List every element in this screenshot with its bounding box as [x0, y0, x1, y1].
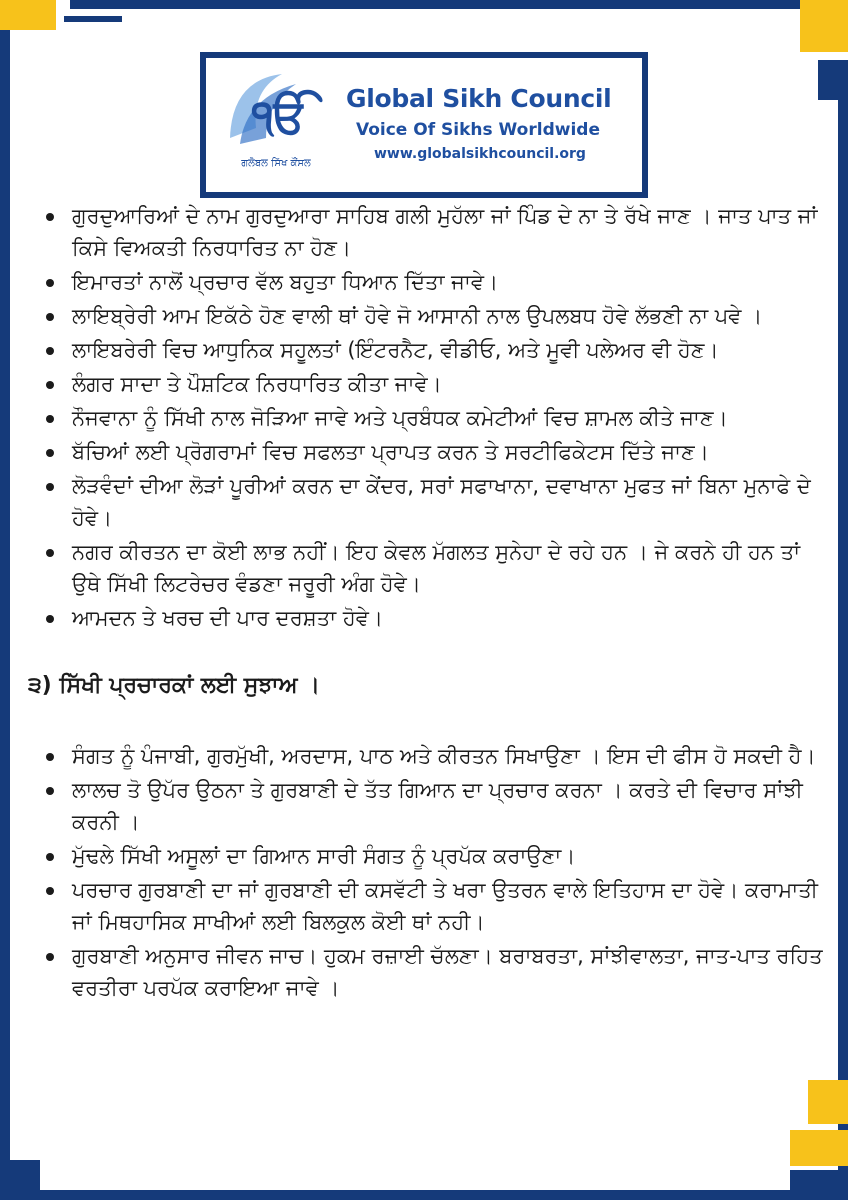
list-item-text: ਲੋੜਵੰਦਾਂ ਦੀਆ ਲੋੜਾਂ ਪੂਰੀਆਂ ਕਰਨ ਦਾ ਕੇਂਦਰ, ਸਰਾਂ ਸਫਾਖਾਨਾ, ਦਵਾਖਾਨਾ ਮੁਫਤ ਜਾਂ ਬਿਨਾ ਮੁਨਾਫੇ ਦੇ ਹੋਵੇ। [72, 474, 811, 530]
header-inner [206, 58, 642, 192]
corner-accent-top-right [800, 0, 848, 52]
list-item [28, 470, 828, 534]
corner-accent-bottom-right-1 [808, 1080, 848, 1124]
org-website-link[interactable]: www.globalsikhcouncil.org [374, 146, 586, 162]
bullet-icon [46, 853, 54, 861]
list-item-text: ਲਾਇਬ੍ਰੇਰੀ ਆਮ ਇਕੱਠੇ ਹੋਣ ਵਾਲੀ ਥਾਂ ਹੋਵੇ ਜੋ ਆਸਾਨੀ ਨਾਲ ਉਪਲਬਧ ਹੋਵੇ ਲੱਭਣੀ ਨਾ ਪਵੇ । [72, 304, 763, 328]
bullet-icon [46, 347, 54, 355]
list-item [28, 402, 828, 434]
list-item-text: ਲਾਇਬਰੇਰੀ ਵਿਚ ਆਧੁਨਿਕ ਸਹੂਲਤਾਂ (ਇੰਟਰਨੈਟ, ਵੀਡੀਓ, ਅਤੇ ਮੂਵੀ ਪਲੇਅਰ ਵੀ ਹੋਣ। [72, 338, 719, 362]
list-item [28, 266, 828, 298]
bullet-icon [46, 753, 54, 761]
list-item-text: ਸੰਗਤ ਨੂੰ ਪੰਜਾਬੀ, ਗੁਰਮੁੱਖੀ, ਅਰਦਾਸ, ਪਾਠ ਅਤੇ ਕੀਰਤਨ ਸਿਖਾਉਣਾ । ਇਸ ਦੀ ਫੀਸ ਹੋ ਸਕਦੀ ਹੈ। [72, 744, 816, 768]
list-item [28, 436, 828, 468]
list-item-text: ਮੁੱਢਲੇ ਸਿੱਖੀ ਅਸੂਲਾਂ ਦਾ ਗਿਆਨ ਸਾਰੀ ਸੰਗਤ ਨੂੰ ਪ੍ਰਪੱਕ ਕਰਾਉਣਾ। [72, 844, 576, 868]
left-border-bar [0, 0, 10, 1200]
list-item-text: ਗੁਰਦੁਆਰਿਆਂ ਦੇ ਨਾਮ ਗੁਰਦੁਆਰਾ ਸਾਹਿਬ ਗਲੀ ਮੁਹੱਲਾ ਜਾਂ ਪਿੰਡ ਦੇ ਨਾ ਤੇ ਰੱਖੇ ਜਾਣ । ਜਾਤ ਪਾਤ ਜਾਂ ਕਿਸੇ ਵਿਅਕਤੀ ਨਿਰਧਾਰਿਤ ਨਾ ਹੋਣ। [72, 204, 818, 260]
org-tagline: Voice Of Sikhs Worldwide [356, 120, 600, 140]
bullet-icon [46, 279, 54, 287]
section-heading: ੩) ਸਿੱਖੀ ਪ੍ਰਚਾਰਕਾਂ ਲਈ ਸੁਝਾਅ । [28, 673, 320, 698]
bullet-icon [46, 213, 54, 221]
list-item [28, 840, 828, 872]
bullet-icon [46, 415, 54, 423]
bottom-border-bar [0, 1190, 848, 1200]
list-item-text: ਲੰਗਰ ਸਾਦਾ ਤੇ ਪੌਸ਼ਟਿਕ ਨਿਰਧਾਰਿਤ ਕੀਤਾ ਜਾਵੇ। [72, 372, 442, 396]
preacher-suggestions-list [28, 740, 828, 1004]
bullet-icon [46, 313, 54, 321]
list-item [28, 740, 828, 772]
bullet-icon [46, 381, 54, 389]
svg-text:ੴ: ੴ [252, 89, 308, 143]
header-logo-box [200, 52, 648, 198]
document-body [28, 200, 828, 1006]
bullet-icon [46, 449, 54, 457]
logo-caption: ਗਲੋਬਲ ਸਿੱਖ ਕੌਂਸਲ [241, 158, 311, 169]
gurdwara-recommendations-list [28, 200, 828, 634]
list-item-text: ਗੁਰਬਾਣੀ ਅਨੁਸਾਰ ਜੀਵਨ ਜਾਚ। ਹੁਕਮ ਰਜ਼ਾਈ ਚੱਲਣਾ। ਬਰਾਬਰਤਾ, ਸਾਂਝੀਵਾਲਤਾ, ਜਾਤ-ਪਾਤ ਰਹਿਤ ਵਰਤੀਰਾ ਪਰਪੱਕ ਕਰਾਇਆ ਜਾਵੇ । [72, 944, 823, 1000]
list-item-text: ਨਗਰ ਕੀਰਤਨ ਦਾ ਕੋਈ ਲਾਭ ਨਹੀਂ। ਇਹ ਕੇਵਲ ਮੱਗਲਤ ਸੁਨੇਹਾ ਦੇ ਰਹੇ ਹਨ । ਜੇ ਕਰਨੇ ਹੀ ਹਨ ਤਾਂ ਉਥੇ ਸਿੱਖੀ ਲਿਟਰੇਚਰ ਵੰਡਣਾ ਜਰੂਰੀ ਅੰਗ ਹੋਵੇ। [72, 540, 801, 596]
list-item [28, 334, 828, 366]
corner-stripe-top-left [64, 16, 122, 22]
list-item-text: ਆਮਦਨ ਤੇ ਖਰਚ ਦੀ ਪਾਰ ਦਰਸ਼ਤਾ ਹੋਵੇ। [72, 606, 384, 630]
bullet-icon [46, 953, 54, 961]
list-item [28, 200, 828, 264]
list-item-text: ਬੱਚਿਆਂ ਲਈ ਪ੍ਰੋਗਰਾਮਾਂ ਵਿਚ ਸਫਲਤਾ ਪ੍ਰਾਪਤ ਕਰਨ ਤੇ ਸਰਟੀਫਿਕੇਟਸ ਦਿੱਤੇ ਜਾਣ। [72, 440, 709, 464]
list-item [28, 536, 828, 600]
bullet-icon [46, 887, 54, 895]
org-name: Global Sikh Council [346, 84, 612, 113]
right-border-bar [838, 100, 848, 1200]
corner-block-bottom-left [0, 1160, 40, 1190]
list-item [28, 368, 828, 400]
corner-accent-bottom-right-2 [790, 1130, 848, 1166]
corner-block-bottom-right [790, 1170, 848, 1190]
list-item-text: ਨੌਜਵਾਨਾ ਨੂੰ ਸਿੱਖੀ ਨਾਲ ਜੋੜਿਆ ਜਾਵੇ ਅਤੇ ਪ੍ਰਬੰਧਕ ਕਮੇਟੀਆਂ ਵਿਚ ਸ਼ਾਮਲ ਕੀਤੇ ਜਾਣ। [72, 406, 728, 430]
corner-accent-top-left [0, 0, 56, 30]
list-item [28, 602, 828, 634]
bullet-icon [46, 483, 54, 491]
bullet-icon [46, 549, 54, 557]
list-item-text: ਲਾਲਚ ਤੋ ਉਪੱਰ ਉਠਨਾ ਤੇ ਗੁਰਬਾਣੀ ਦੇ ਤੱਤ ਗਿਆਨ ਦਾ ਪ੍ਰਚਾਰ ਕਰਨਾ । ਕਰਤੇ ਦੀ ਵਿਚਾਰ ਸਾਂਝੀ ਕਰਨੀ । [72, 778, 803, 834]
top-border-bar [70, 0, 848, 9]
corner-block-top-right [818, 60, 848, 100]
list-item [28, 940, 828, 1004]
list-item-text: ਇਮਾਰਤਾਂ ਨਾਲੋਂ ਪ੍ਰਚਾਰ ਵੱਲ ਬਹੁਤਾ ਧਿਆਨ ਦਿੱਤਾ ਜਾਵੇ। [72, 270, 499, 294]
bullet-icon [46, 787, 54, 795]
list-item [28, 300, 828, 332]
bullet-icon [46, 615, 54, 623]
list-item [28, 774, 828, 838]
list-item [28, 874, 828, 938]
list-item-text: ਪਰਚਾਰ ਗੁਰਬਾਣੀ ਦਾ ਜਾਂ ਗੁਰਬਾਣੀ ਦੀ ਕਸਵੱਟੀ ਤੇ ਖਰਾ ਉਤਰਨ ਵਾਲੇ ਇਤਿਹਾਸ ਦਾ ਹੋਵੇ। ਕਰਾਮਾਤੀ ਜਾਂ ਮਿਥਹਾਸਿਕ ਸਾਖੀਆਂ ਲਈ ਬਿਲਕੁਲ ਕੋਈ ਥਾਂ ਨਹੀ। [72, 878, 818, 934]
